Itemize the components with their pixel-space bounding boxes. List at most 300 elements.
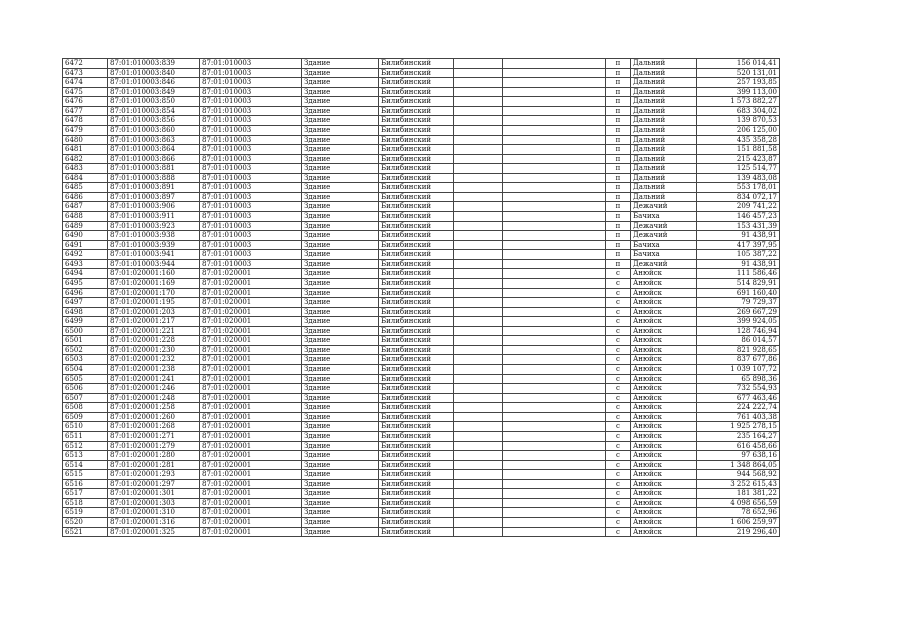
cadastral-quarter-cell: 87:01:020001 (200, 278, 302, 288)
district-cell: Билибинский (379, 145, 454, 155)
row-number-cell: 6521 (63, 527, 108, 537)
cadastral-value-cell: 3 252 615,43 (697, 479, 780, 489)
empty-cell (503, 498, 606, 508)
cadastral-number-cell: 87:01:010003:923 (108, 221, 200, 231)
cadastral-value-cell: 435 358,28 (697, 135, 780, 145)
empty-cell (454, 326, 503, 336)
table-row (63, 336, 780, 346)
district-cell: Билибинский (379, 479, 454, 489)
settlement-type-cell: с (606, 384, 631, 394)
object-type-cell: Здание (302, 365, 379, 375)
cadastral-value-cell: 553 178,01 (697, 183, 780, 193)
empty-cell (503, 212, 606, 222)
cadastral-number-cell: 87:01:010003:891 (108, 183, 200, 193)
empty-cell (454, 527, 503, 537)
empty-cell (454, 393, 503, 403)
cadastral-value-cell: 105 387,22 (697, 250, 780, 260)
cadastral-value-cell: 146 457,23 (697, 212, 780, 222)
row-number-cell: 6503 (63, 355, 108, 365)
cadastral-quarter-cell: 87:01:010003 (200, 154, 302, 164)
settlement-name-cell: Дежачий (631, 202, 697, 212)
cadastral-value-cell: 224 222,74 (697, 403, 780, 413)
object-type-cell: Здание (302, 317, 379, 327)
settlement-type-cell: п (606, 154, 631, 164)
cadastral-number-cell: 87:01:020001:268 (108, 422, 200, 432)
cadastral-number-cell: 87:01:020001:246 (108, 384, 200, 394)
row-number-cell: 6486 (63, 192, 108, 202)
object-type-cell: Здание (302, 269, 379, 279)
cadastral-value-cell: 683 304,02 (697, 106, 780, 116)
table-row (63, 345, 780, 355)
district-cell: Билибинский (379, 221, 454, 231)
settlement-name-cell: Анюйск (631, 431, 697, 441)
object-type-cell: Здание (302, 403, 379, 413)
cadastral-quarter-cell: 87:01:020001 (200, 498, 302, 508)
empty-cell (454, 221, 503, 231)
settlement-type-cell: п (606, 125, 631, 135)
cadastral-value-cell: 91 438,91 (697, 231, 780, 241)
settlement-type-cell: п (606, 250, 631, 260)
row-number-cell: 6480 (63, 135, 108, 145)
district-cell: Билибинский (379, 489, 454, 499)
settlement-type-cell: с (606, 460, 631, 470)
cadastral-value-cell: 761 403,38 (697, 412, 780, 422)
cadastral-number-cell: 87:01:010003:839 (108, 59, 200, 69)
cadastral-value-cell: 691 160,40 (697, 288, 780, 298)
settlement-name-cell: Анюйск (631, 479, 697, 489)
empty-cell (503, 240, 606, 250)
cadastral-value-cell: 151 881,58 (697, 145, 780, 155)
district-cell: Билибинский (379, 59, 454, 69)
settlement-type-cell: с (606, 345, 631, 355)
cadastral-number-cell: 87:01:020001:316 (108, 518, 200, 528)
empty-cell (503, 374, 606, 384)
district-cell: Билибинский (379, 68, 454, 78)
row-number-cell: 6502 (63, 345, 108, 355)
settlement-type-cell: п (606, 183, 631, 193)
cadastral-value-cell: 111 586,46 (697, 269, 780, 279)
table-row (63, 78, 780, 88)
empty-cell (503, 489, 606, 499)
settlement-name-cell: Дальний (631, 164, 697, 174)
empty-cell (503, 288, 606, 298)
district-cell: Билибинский (379, 106, 454, 116)
empty-cell (503, 527, 606, 537)
settlement-name-cell: Анюйск (631, 278, 697, 288)
row-number-cell: 6481 (63, 145, 108, 155)
empty-cell (454, 231, 503, 241)
empty-cell (454, 164, 503, 174)
settlement-name-cell: Анюйск (631, 451, 697, 461)
settlement-type-cell: с (606, 479, 631, 489)
settlement-type-cell: п (606, 116, 631, 126)
district-cell: Билибинский (379, 412, 454, 422)
cadastral-number-cell: 87:01:010003:888 (108, 173, 200, 183)
row-number-cell: 6495 (63, 278, 108, 288)
cadastral-value-cell: 1 606 259,97 (697, 518, 780, 528)
settlement-type-cell: с (606, 326, 631, 336)
district-cell: Билибинский (379, 278, 454, 288)
row-number-cell: 6473 (63, 68, 108, 78)
cadastral-value-cell: 65 898,36 (697, 374, 780, 384)
object-type-cell: Здание (302, 384, 379, 394)
cadastral-quarter-cell: 87:01:010003 (200, 97, 302, 107)
empty-cell (503, 97, 606, 107)
cadastral-quarter-cell: 87:01:020001 (200, 489, 302, 499)
empty-cell (454, 145, 503, 155)
empty-cell (454, 87, 503, 97)
district-cell: Билибинский (379, 451, 454, 461)
settlement-name-cell: Дальний (631, 78, 697, 88)
empty-cell (454, 470, 503, 480)
empty-cell (454, 451, 503, 461)
cadastral-value-cell: 417 397,95 (697, 240, 780, 250)
settlement-type-cell: п (606, 202, 631, 212)
district-cell: Билибинский (379, 164, 454, 174)
empty-cell (454, 288, 503, 298)
table-row (63, 384, 780, 394)
table-row (63, 68, 780, 78)
cadastral-value-cell: 86 014,57 (697, 336, 780, 346)
row-number-cell: 6494 (63, 269, 108, 279)
cadastral-number-cell: 87:01:010003:939 (108, 240, 200, 250)
empty-cell (503, 202, 606, 212)
district-cell: Билибинский (379, 240, 454, 250)
cadastral-value-cell: 139 870,53 (697, 116, 780, 126)
settlement-name-cell: Анюйск (631, 269, 697, 279)
table-row (63, 97, 780, 107)
row-number-cell: 6511 (63, 431, 108, 441)
district-cell: Билибинский (379, 460, 454, 470)
table-row (63, 173, 780, 183)
row-number-cell: 6482 (63, 154, 108, 164)
cadastral-value-cell: 1 925 278,15 (697, 422, 780, 432)
table-row (63, 307, 780, 317)
settlement-name-cell: Бачиха (631, 240, 697, 250)
cadastral-number-cell: 87:01:020001:310 (108, 508, 200, 518)
district-cell: Билибинский (379, 441, 454, 451)
cadastral-quarter-cell: 87:01:020001 (200, 479, 302, 489)
cadastral-value-cell: 520 131,01 (697, 68, 780, 78)
object-type-cell: Здание (302, 278, 379, 288)
cadastral-quarter-cell: 87:01:020001 (200, 317, 302, 327)
table-row (63, 164, 780, 174)
cadastral-quarter-cell: 87:01:020001 (200, 345, 302, 355)
settlement-name-cell: Анюйск (631, 365, 697, 375)
settlement-type-cell: п (606, 259, 631, 269)
empty-cell (503, 508, 606, 518)
district-cell: Билибинский (379, 498, 454, 508)
row-number-cell: 6518 (63, 498, 108, 508)
table-row (63, 183, 780, 193)
empty-cell (454, 489, 503, 499)
table-row (63, 154, 780, 164)
empty-cell (454, 336, 503, 346)
table-row (63, 393, 780, 403)
object-type-cell: Здание (302, 479, 379, 489)
table-row (63, 422, 780, 432)
row-number-cell: 6505 (63, 374, 108, 384)
settlement-type-cell: п (606, 173, 631, 183)
settlement-name-cell: Анюйск (631, 374, 697, 384)
empty-cell (454, 431, 503, 441)
settlement-name-cell: Бачиха (631, 250, 697, 260)
cadastral-value-cell: 125 514,77 (697, 164, 780, 174)
row-number-cell: 6496 (63, 288, 108, 298)
cadastral-quarter-cell: 87:01:020001 (200, 355, 302, 365)
object-type-cell: Здание (302, 231, 379, 241)
empty-cell (503, 345, 606, 355)
empty-cell (454, 317, 503, 327)
settlement-type-cell: п (606, 145, 631, 155)
object-type-cell: Здание (302, 288, 379, 298)
settlement-type-cell: п (606, 240, 631, 250)
cadastral-quarter-cell: 87:01:010003 (200, 259, 302, 269)
object-type-cell: Здание (302, 431, 379, 441)
settlement-name-cell: Анюйск (631, 288, 697, 298)
settlement-name-cell: Анюйск (631, 422, 697, 432)
settlement-type-cell: с (606, 355, 631, 365)
empty-cell (503, 231, 606, 241)
table-row (63, 250, 780, 260)
settlement-name-cell: Анюйск (631, 498, 697, 508)
settlement-type-cell: п (606, 97, 631, 107)
row-number-cell: 6478 (63, 116, 108, 126)
cadastral-quarter-cell: 87:01:020001 (200, 451, 302, 461)
object-type-cell: Здание (302, 451, 379, 461)
cadastral-value-cell: 215 423,87 (697, 154, 780, 164)
settlement-name-cell: Анюйск (631, 345, 697, 355)
settlement-type-cell: с (606, 441, 631, 451)
cadastral-number-cell: 87:01:010003:881 (108, 164, 200, 174)
settlement-name-cell: Дальний (631, 68, 697, 78)
row-number-cell: 6517 (63, 489, 108, 499)
object-type-cell: Здание (302, 97, 379, 107)
empty-cell (503, 317, 606, 327)
cadastral-value-cell: 209 741,22 (697, 202, 780, 212)
settlement-name-cell: Дальний (631, 154, 697, 164)
district-cell: Билибинский (379, 87, 454, 97)
cadastral-value-cell: 181 381,22 (697, 489, 780, 499)
district-cell: Билибинский (379, 317, 454, 327)
settlement-name-cell: Дальний (631, 173, 697, 183)
settlement-name-cell: Анюйск (631, 470, 697, 480)
object-type-cell: Здание (302, 355, 379, 365)
row-number-cell: 6489 (63, 221, 108, 231)
empty-cell (454, 384, 503, 394)
row-number-cell: 6476 (63, 97, 108, 107)
cadastral-value-cell: 156 014,41 (697, 59, 780, 69)
empty-cell (454, 460, 503, 470)
object-type-cell: Здание (302, 508, 379, 518)
table-row (63, 106, 780, 116)
settlement-name-cell: Дальний (631, 59, 697, 69)
settlement-name-cell: Дежачий (631, 231, 697, 241)
settlement-type-cell: с (606, 365, 631, 375)
empty-cell (503, 403, 606, 413)
empty-cell (503, 173, 606, 183)
cadastral-value-cell: 821 928,65 (697, 345, 780, 355)
empty-cell (454, 403, 503, 413)
row-number-cell: 6477 (63, 106, 108, 116)
settlement-name-cell: Анюйск (631, 441, 697, 451)
cadastral-number-cell: 87:01:020001:221 (108, 326, 200, 336)
object-type-cell: Здание (302, 116, 379, 126)
object-type-cell: Здание (302, 307, 379, 317)
cadastral-quarter-cell: 87:01:020001 (200, 393, 302, 403)
empty-cell (503, 336, 606, 346)
cadastral-number-cell: 87:01:020001:228 (108, 336, 200, 346)
row-number-cell: 6474 (63, 78, 108, 88)
settlement-type-cell: с (606, 278, 631, 288)
cadastral-number-cell: 87:01:020001:232 (108, 355, 200, 365)
cadastral-number-cell: 87:01:010003:860 (108, 125, 200, 135)
settlement-type-cell: с (606, 508, 631, 518)
settlement-name-cell: Анюйск (631, 460, 697, 470)
settlement-name-cell: Анюйск (631, 307, 697, 317)
object-type-cell: Здание (302, 145, 379, 155)
cadastral-quarter-cell: 87:01:020001 (200, 384, 302, 394)
empty-cell (454, 259, 503, 269)
settlement-type-cell: с (606, 374, 631, 384)
table-row (63, 202, 780, 212)
cadastral-value-cell: 732 554,93 (697, 384, 780, 394)
empty-cell (454, 307, 503, 317)
settlement-type-cell: с (606, 527, 631, 537)
empty-cell (503, 278, 606, 288)
cadastral-quarter-cell: 87:01:010003 (200, 183, 302, 193)
empty-cell (503, 393, 606, 403)
table-row (63, 489, 780, 499)
empty-cell (503, 87, 606, 97)
empty-cell (503, 431, 606, 441)
empty-cell (503, 259, 606, 269)
row-number-cell: 6484 (63, 173, 108, 183)
empty-cell (454, 250, 503, 260)
cadastral-quarter-cell: 87:01:010003 (200, 145, 302, 155)
cadastral-quarter-cell: 87:01:010003 (200, 250, 302, 260)
settlement-type-cell: п (606, 78, 631, 88)
cadastral-quarter-cell: 87:01:020001 (200, 288, 302, 298)
settlement-type-cell: с (606, 470, 631, 480)
settlement-name-cell: Анюйск (631, 317, 697, 327)
settlement-name-cell: Дежачий (631, 259, 697, 269)
settlement-name-cell: Дальний (631, 192, 697, 202)
empty-cell (503, 518, 606, 528)
row-number-cell: 6509 (63, 412, 108, 422)
cadastral-value-cell: 269 667,29 (697, 307, 780, 317)
cadastral-number-cell: 87:01:020001:303 (108, 498, 200, 508)
object-type-cell: Здание (302, 154, 379, 164)
row-number-cell: 6491 (63, 240, 108, 250)
row-number-cell: 6507 (63, 393, 108, 403)
empty-cell (454, 374, 503, 384)
cadastral-number-cell: 87:01:020001:279 (108, 441, 200, 451)
cadastral-value-cell: 78 652,96 (697, 508, 780, 518)
cadastral-number-cell: 87:01:020001:195 (108, 298, 200, 308)
row-number-cell: 6515 (63, 470, 108, 480)
cadastral-number-cell: 87:01:010003:849 (108, 87, 200, 97)
empty-cell (454, 135, 503, 145)
table-row (63, 451, 780, 461)
district-cell: Билибинский (379, 154, 454, 164)
settlement-type-cell: п (606, 212, 631, 222)
settlement-name-cell: Анюйск (631, 326, 697, 336)
object-type-cell: Здание (302, 125, 379, 135)
object-type-cell: Здание (302, 106, 379, 116)
cadastral-number-cell: 87:01:020001:203 (108, 307, 200, 317)
row-number-cell: 6500 (63, 326, 108, 336)
district-cell: Билибинский (379, 97, 454, 107)
row-number-cell: 6499 (63, 317, 108, 327)
object-type-cell: Здание (302, 470, 379, 480)
cadastral-quarter-cell: 87:01:020001 (200, 269, 302, 279)
cadastral-value-cell: 944 568,92 (697, 470, 780, 480)
object-type-cell: Здание (302, 78, 379, 88)
row-number-cell: 6497 (63, 298, 108, 308)
object-type-cell: Здание (302, 374, 379, 384)
empty-cell (503, 221, 606, 231)
district-cell: Билибинский (379, 269, 454, 279)
row-number-cell: 6516 (63, 479, 108, 489)
empty-cell (503, 307, 606, 317)
empty-cell (503, 479, 606, 489)
row-number-cell: 6512 (63, 441, 108, 451)
cadastral-number-cell: 87:01:020001:297 (108, 479, 200, 489)
row-number-cell: 6485 (63, 183, 108, 193)
cadastral-quarter-cell: 87:01:020001 (200, 336, 302, 346)
settlement-type-cell: с (606, 431, 631, 441)
settlement-name-cell: Анюйск (631, 298, 697, 308)
table-row (63, 508, 780, 518)
cadastral-quarter-cell: 87:01:020001 (200, 326, 302, 336)
cadastral-number-cell: 87:01:020001:248 (108, 393, 200, 403)
settlement-name-cell: Анюйск (631, 355, 697, 365)
empty-cell (503, 59, 606, 69)
cadastral-number-cell: 87:01:020001:230 (108, 345, 200, 355)
cadastral-value-cell: 219 296,40 (697, 527, 780, 537)
cadastral-number-cell: 87:01:010003:864 (108, 145, 200, 155)
cadastral-value-cell: 1 039 107,72 (697, 365, 780, 375)
table-row (63, 355, 780, 365)
empty-cell (454, 240, 503, 250)
cadastral-quarter-cell: 87:01:010003 (200, 173, 302, 183)
empty-cell (503, 470, 606, 480)
table-row (63, 326, 780, 336)
settlement-type-cell: п (606, 192, 631, 202)
settlement-type-cell: с (606, 489, 631, 499)
cadastral-quarter-cell: 87:01:020001 (200, 470, 302, 480)
cadastral-number-cell: 87:01:010003:941 (108, 250, 200, 260)
settlement-type-cell: с (606, 498, 631, 508)
object-type-cell: Здание (302, 183, 379, 193)
empty-cell (454, 97, 503, 107)
empty-cell (503, 326, 606, 336)
settlement-type-cell: с (606, 412, 631, 422)
cadastral-number-cell: 87:01:010003:906 (108, 202, 200, 212)
district-cell: Билибинский (379, 288, 454, 298)
cadastral-number-cell: 87:01:020001:170 (108, 288, 200, 298)
object-type-cell: Здание (302, 498, 379, 508)
object-type-cell: Здание (302, 212, 379, 222)
district-cell: Билибинский (379, 116, 454, 126)
empty-cell (454, 298, 503, 308)
cadastral-number-cell: 87:01:020001:260 (108, 412, 200, 422)
cadastral-quarter-cell: 87:01:010003 (200, 116, 302, 126)
empty-cell (454, 154, 503, 164)
empty-cell (454, 192, 503, 202)
object-type-cell: Здание (302, 259, 379, 269)
